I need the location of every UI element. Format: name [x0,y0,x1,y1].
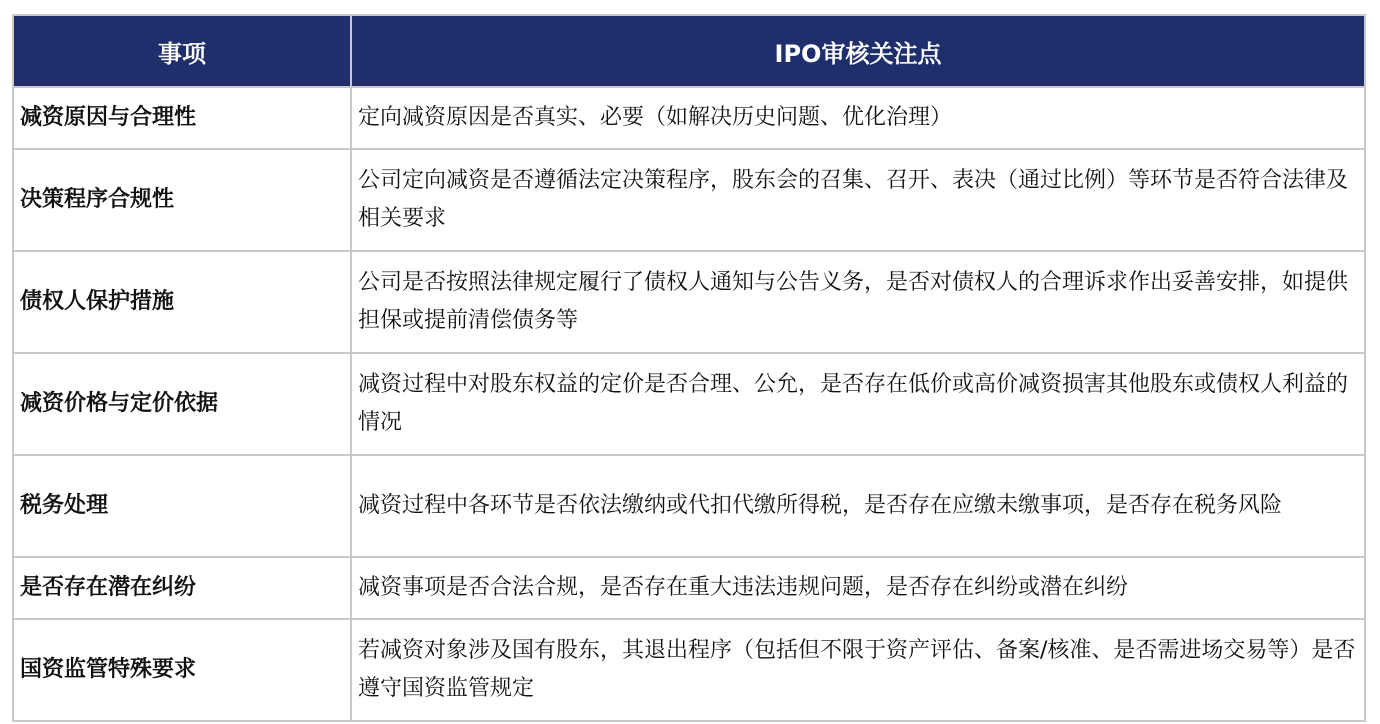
table-row [13,619,1365,721]
header-item: 事项 [13,15,351,87]
row-focus-cell: 减资过程中各环节是否依法缴纳或代扣代缴所得税，是否存在应缴未缴事项，是否存在税务风险 [351,455,1365,557]
row-focus-cell: 定向减资原因是否真实、必要（如解决历史问题、优化治理） [351,87,1365,149]
row-item-cell: 减资原因与合理性 [13,87,351,149]
table-row [13,353,1365,455]
table-row [13,455,1365,557]
table-row [13,149,1365,251]
row-focus-cell: 若减资对象涉及国有股东，其退出程序（包括但不限于资产评估、备案/核准、是否需进场交易等）是否遵守国资监管规定 [351,619,1365,721]
row-item-cell: 税务处理 [13,455,351,557]
table-row [13,251,1365,353]
row-item-cell: 减资价格与定价依据 [13,353,351,455]
row-item-cell: 是否存在潜在纠纷 [13,557,351,619]
row-focus-cell: 减资过程中对股东权益的定价是否合理、公允，是否存在低价或高价减资损害其他股东或债权人利益的情况 [351,353,1365,455]
row-focus-cell: 减资事项是否合法合规，是否存在重大违法违规问题，是否存在纠纷或潜在纠纷 [351,557,1365,619]
table-row [13,87,1365,149]
header-focus: IPO审核关注点 [351,15,1365,87]
row-item-cell: 国资监管特殊要求 [13,619,351,721]
table-row [13,557,1365,619]
ipo-review-table-container [12,14,1364,722]
row-item-cell: 决策程序合规性 [13,149,351,251]
row-focus-cell: 公司是否按照法律规定履行了债权人通知与公告义务，是否对债权人的合理诉求作出妥善安排，如提供担保或提前清偿债务等 [351,251,1365,353]
table-header-row [13,15,1365,87]
ipo-review-table [12,14,1366,722]
row-item-cell: 债权人保护措施 [13,251,351,353]
row-focus-cell: 公司定向减资是否遵循法定决策程序，股东会的召集、召开、表决（通过比例）等环节是否符合法律及相关要求 [351,149,1365,251]
